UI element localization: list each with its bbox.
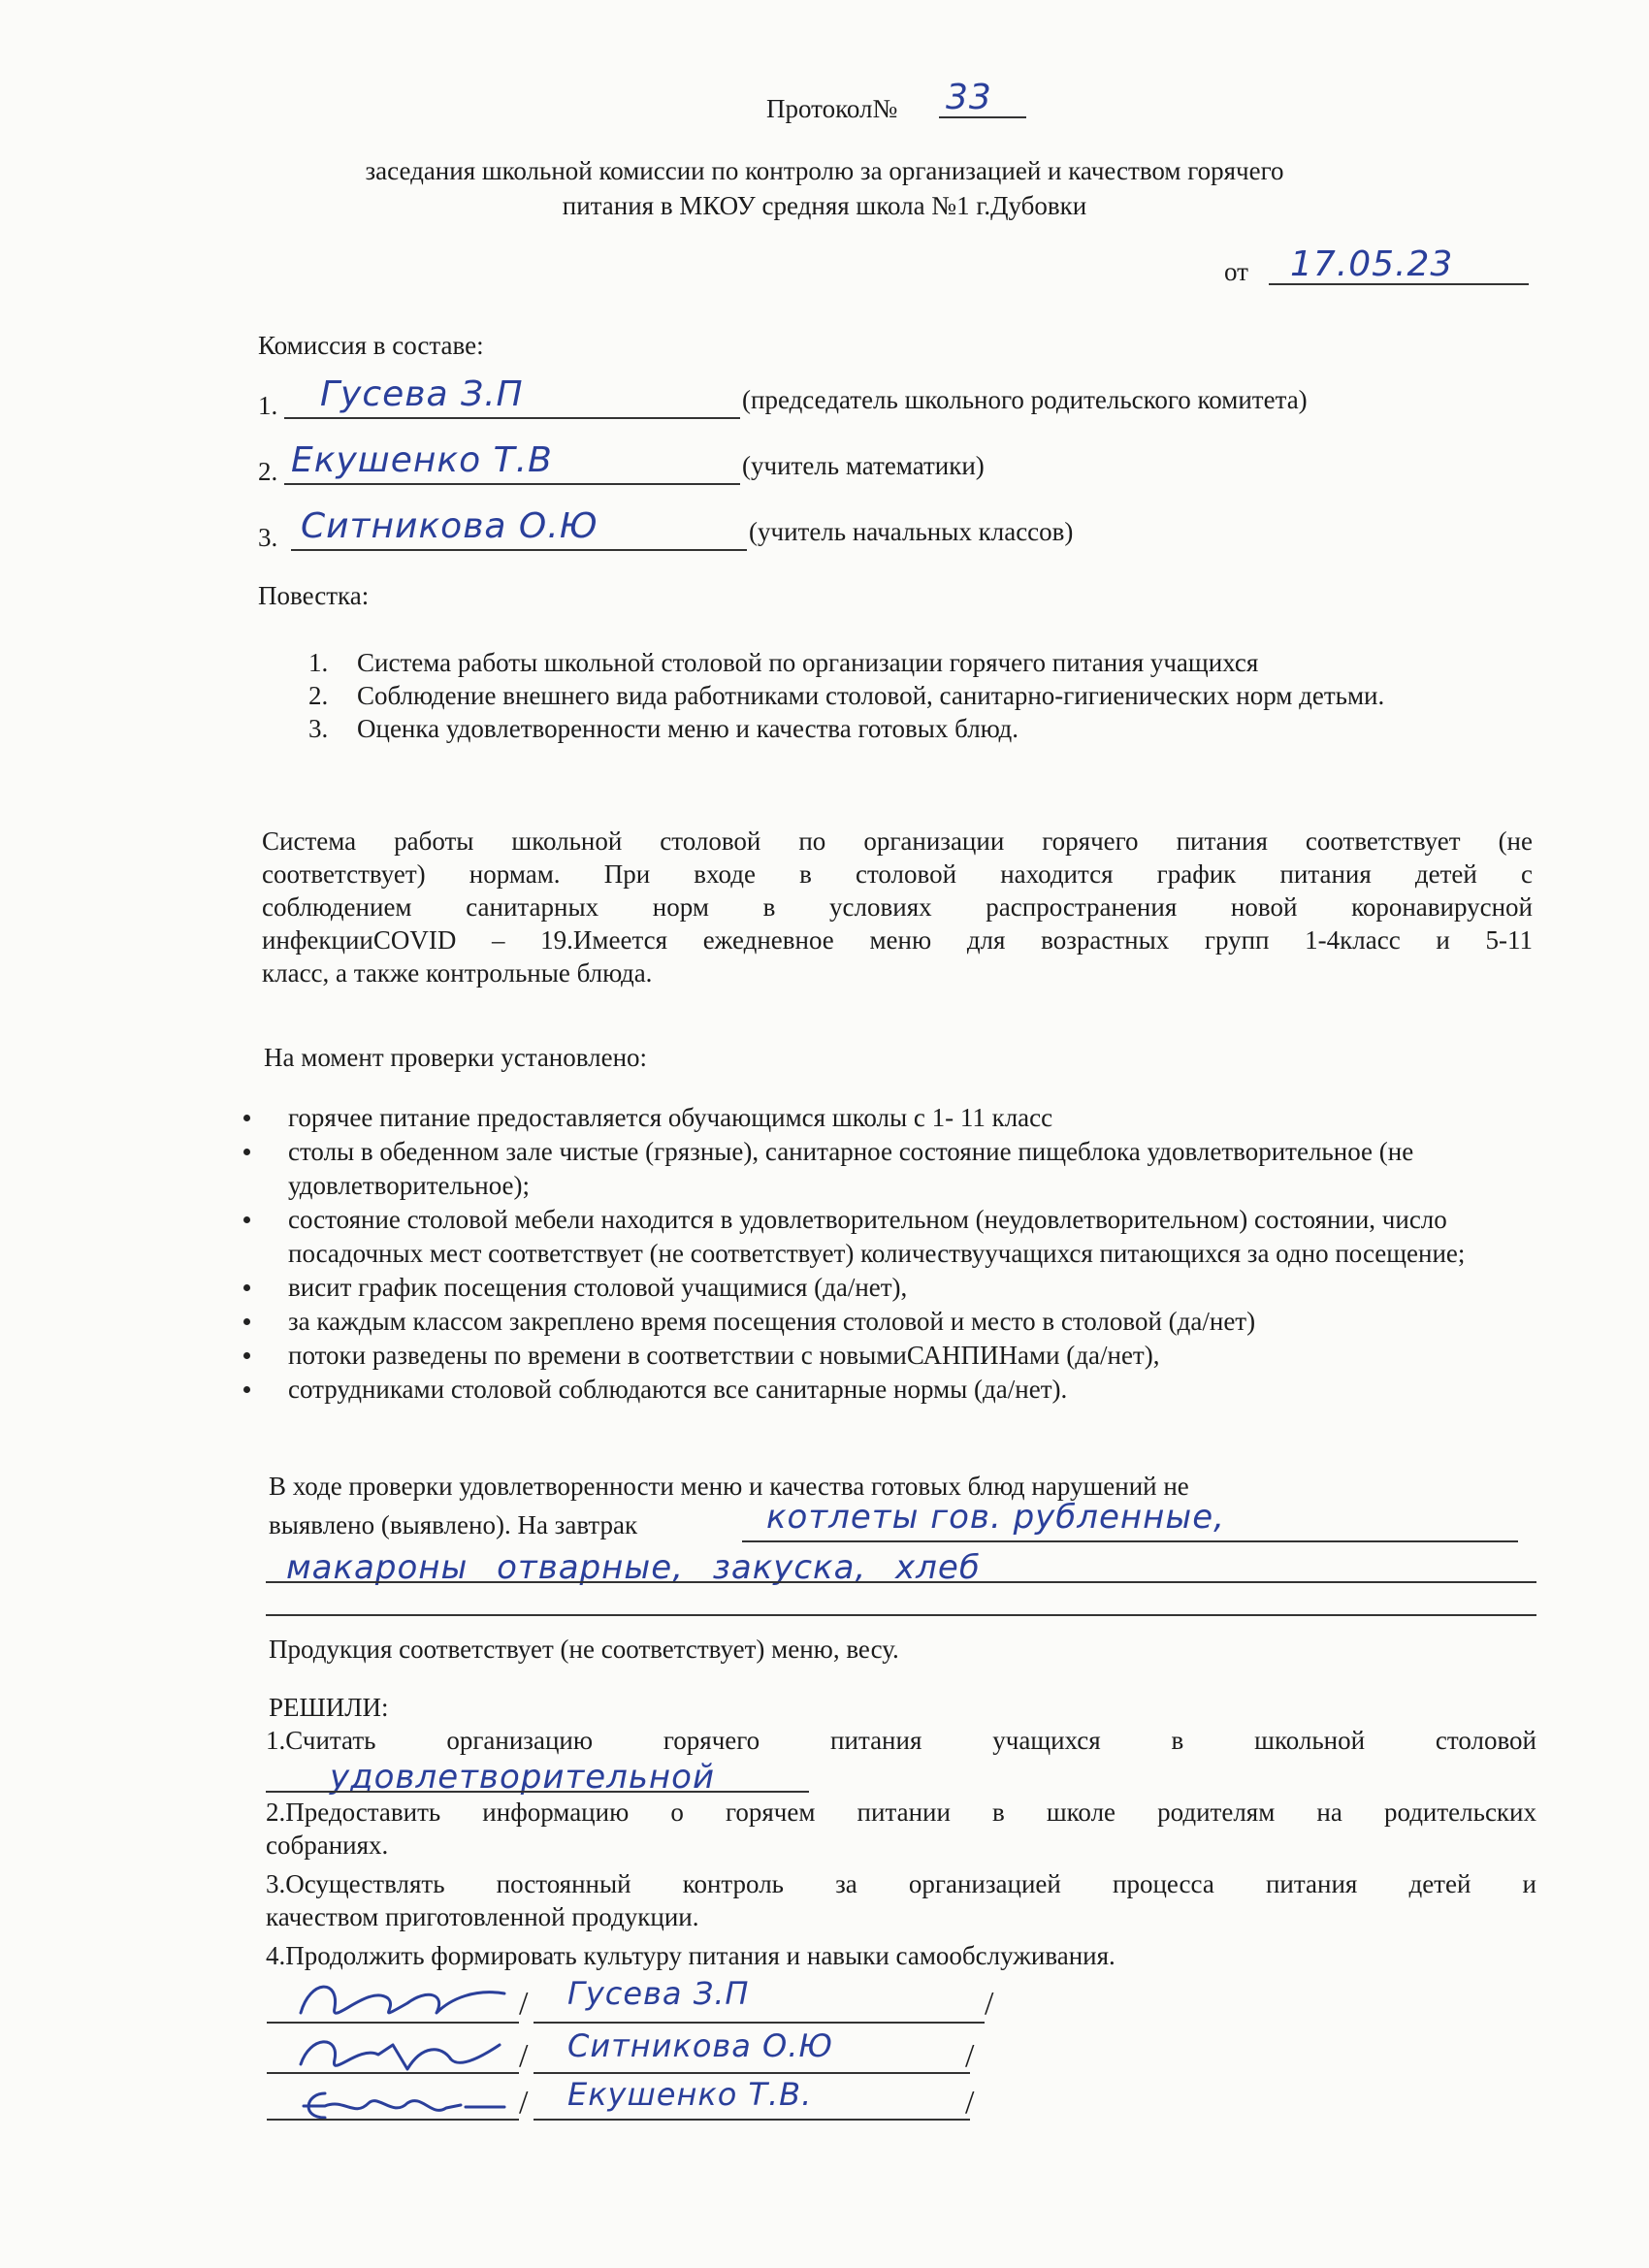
commission-heading: Комиссия в составе: [258, 331, 484, 360]
check-bullet: столы в обеденном зале чистые (грязные), санитарное состояние пищеблока удовлетворительное (не удовлетворительное); [238, 1135, 1510, 1203]
check-bullet: висит график посещения столовой учащимися (да/нет), [238, 1271, 1576, 1305]
signature-separator-1a: / [519, 1986, 529, 2022]
signature-separator-3a: / [519, 2085, 529, 2121]
agenda-item-text: Система работы школьной столовой по организации горячего питания учащихся [357, 648, 1259, 677]
signature-separator-2a: / [519, 2038, 529, 2074]
signature-separator-3b: / [965, 2085, 975, 2121]
breakfast-handwritten-2: макароны отварные, закуска, хлеб [286, 1548, 981, 1587]
decision-item-3-line-1: 3.Осуществлять постоянный контроль за организацией процесса питания детей и [266, 1869, 1536, 1898]
check-heading: На момент проверки установлено: [264, 1043, 648, 1072]
signature-separator-1b: / [985, 1986, 994, 2022]
member-1-name: Гусева З.П [320, 374, 524, 414]
decision-item-2-line-2: собраниях. [266, 1831, 389, 1860]
signature-name-line-3 [534, 2119, 970, 2121]
subtitle-line-2: питания в МКОУ средняя школа №1 г.Дубовки [562, 191, 1087, 220]
member-3-underline [291, 549, 747, 551]
agenda-item [308, 679, 1531, 712]
protocol-number: 33 [946, 78, 992, 117]
menu-check-line-1: В ходе проверки удовлетворенности меню и качества готовых блюд нарушений не [269, 1472, 1189, 1501]
decision-item-1-handwritten: удовлетворительной [330, 1758, 716, 1797]
breakfast-underline-2 [266, 1581, 1536, 1583]
member-3-num: 3. [258, 523, 278, 552]
decision-item-1-underline [266, 1791, 809, 1793]
member-3-role: (учитель начальных классов) [749, 517, 1074, 546]
breakfast-underline-1 [742, 1540, 1518, 1542]
agenda-item-num: 2. [308, 681, 329, 710]
date-prefix: от [1224, 257, 1248, 286]
system-paragraph-line: соблюдением санитарных норм в условиях распространения новой коронавирусной [262, 892, 1533, 922]
member-1-underline [284, 417, 740, 419]
member-2-underline [284, 483, 740, 485]
date-underline [1269, 283, 1529, 285]
check-bullet: за каждым классом закреплено время посещения столовой и место в столовой (да/нет) [238, 1305, 1576, 1339]
check-bullet: потоки разведены по времени в соответствии с новымиСАНПИНами (да/нет), [238, 1339, 1576, 1373]
agenda-item-text: Соблюдение внешнего вида работниками столовой, санитарно-гигиенических норм детьми. [357, 681, 1385, 710]
decision-heading: РЕШИЛИ: [269, 1693, 389, 1722]
member-1-num: 1. [258, 391, 278, 420]
member-2-name: Екушенко Т.В [291, 440, 553, 480]
decision-item-3-line-2: качеством приготовленной продукции. [266, 1902, 699, 1931]
signature-line-3 [267, 2119, 519, 2121]
protocol-title [766, 93, 897, 124]
protocol-title-text: Протокол№ [766, 94, 898, 123]
signature-name-3: Екушенко Т.В. [567, 2076, 813, 2113]
agenda-item-num: 1. [308, 648, 329, 677]
system-paragraph-line: соответствует) нормам. При входе в столовой находится график питания детей с [262, 859, 1533, 889]
system-paragraph-line: Система работы школьной столовой по организации горячего питания соответствует (не [262, 826, 1533, 856]
agenda-item [308, 712, 1540, 745]
signature-line-1 [267, 2022, 519, 2024]
member-3-name: Ситникова О.Ю [301, 506, 598, 546]
decision-item-4: 4.Продолжить формировать культуру питания и навыки самообслуживания. [266, 1941, 1116, 1970]
breakfast-handwritten-1: котлеты гов. рубленные, [766, 1498, 1225, 1537]
date-value: 17.05.23 [1290, 244, 1454, 284]
agenda-item-text: Оценка удовлетворенности меню и качества готовых блюд. [357, 714, 1018, 743]
signature-name-1: Гусева З.П [567, 1975, 750, 2012]
check-bullet: сотрудниками столовой соблюдаются все санитарные нормы (да/нет). [238, 1373, 1576, 1407]
agenda-heading: Повестка: [258, 581, 370, 610]
member-1-role: (председатель школьного родительского комитета) [742, 385, 1308, 414]
system-paragraph [262, 825, 1533, 989]
system-paragraph-line: инфекцииCOVID – 19.Имеется ежедневное меню для возрастных групп 1-4класс и 5-11 [262, 925, 1533, 955]
subtitle-line-1: заседания школьной комиссии по контролю за организацией и качеством горячего [365, 156, 1284, 185]
signature-scribble-3 [286, 2074, 519, 2132]
decision-item-1: 1.Считать организацию горячего питания учащихся в школьной столовой [266, 1726, 1536, 1755]
decision-item-2-line-1: 2.Предоставить информацию о горячем питании в школе родителям на родительских [266, 1798, 1536, 1827]
protocol-number-underline [939, 116, 1026, 118]
check-bullet: горячее питание предоставляется обучающимся школы с 1- 11 класс [238, 1101, 1576, 1135]
agenda-item [308, 646, 1540, 679]
signature-separator-2b: / [965, 2038, 975, 2074]
menu-check-line-2: выявлено (выявлено). На завтрак [269, 1510, 638, 1539]
check-bullet-list [238, 1101, 1576, 1407]
signature-name-2: Ситникова О.Ю [567, 2027, 833, 2064]
signature-name-line-2 [534, 2072, 970, 2074]
signature-name-line-1 [534, 2022, 985, 2024]
check-bullet: состояние столовой мебели находится в удовлетворительном (неудовлетворительном) состоянии, число посадочных мест соответствует (не соответствует) количествуучащихся питающихся за одно посещение; [238, 1203, 1549, 1271]
agenda-list [308, 646, 1540, 745]
member-2-role: (учитель математики) [742, 451, 985, 480]
product-line: Продукция соответствует (не соответствует) меню, весу. [269, 1635, 899, 1664]
agenda-item-num: 3. [308, 714, 329, 743]
breakfast-underline-3 [266, 1614, 1536, 1616]
system-paragraph-last-line: класс, а также контрольные блюда. [262, 958, 653, 988]
member-2-num: 2. [258, 457, 278, 486]
